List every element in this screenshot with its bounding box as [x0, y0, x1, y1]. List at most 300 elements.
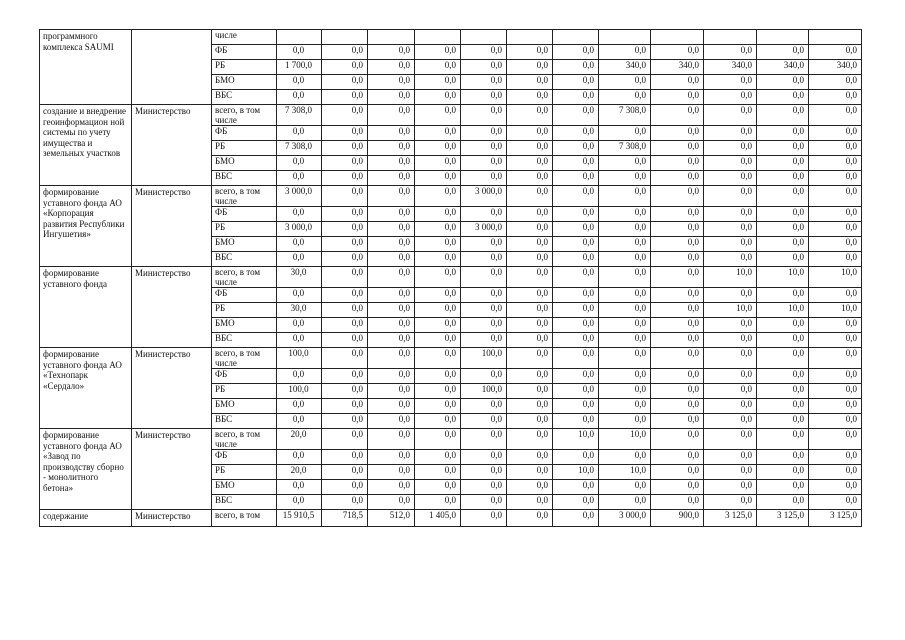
- year-value-cell: 0,0: [651, 171, 704, 186]
- year-value-cell: 0,0: [599, 414, 651, 429]
- year-value-cell: 0,0: [415, 267, 461, 288]
- year-value-cell: 0,0: [507, 399, 553, 414]
- year-value-cell: 10,0: [599, 429, 651, 450]
- year-value-cell: 0,0: [809, 369, 862, 384]
- responsible-executor: Министерство: [132, 348, 212, 429]
- year-value-cell: 0,0: [651, 75, 704, 90]
- funding-source: РБ: [212, 303, 277, 318]
- year-value-cell: 10,0: [553, 429, 599, 450]
- year-value-cell: 0,0: [507, 222, 553, 237]
- year-value-cell: 0,0: [368, 288, 415, 303]
- year-value-cell: 0,0: [757, 414, 809, 429]
- funding-source: ВБС: [212, 495, 277, 510]
- activity-name: формирование уставного фонда АО «Технопарк «Сердало»: [40, 348, 132, 429]
- year-value-cell: 0,0: [322, 333, 368, 348]
- year-value-cell: 0,0: [651, 105, 704, 126]
- year-value-cell: 7 308,0: [599, 105, 651, 126]
- year-value-cell: 0,0: [368, 252, 415, 267]
- year-value-cell: 0,0: [507, 156, 553, 171]
- year-value-cell: 0,0: [704, 186, 757, 207]
- funding-source: всего, в том числе: [212, 105, 277, 126]
- year-value-cell: 0,0: [651, 45, 704, 60]
- year-value-cell: 0,0: [507, 369, 553, 384]
- year-value-cell: 0,0: [704, 126, 757, 141]
- year-value-cell: 0,0: [553, 399, 599, 414]
- year-value-cell: 0,0: [368, 399, 415, 414]
- year-value-cell: 0,0: [704, 90, 757, 105]
- year-value-cell: 0,0: [704, 399, 757, 414]
- funding-source: БМО: [212, 318, 277, 333]
- year-value-cell: 0,0: [757, 480, 809, 495]
- year-value-cell: 0,0: [809, 141, 862, 156]
- year-value-cell: 0,0: [368, 465, 415, 480]
- year-value-cell: 0,0: [415, 480, 461, 495]
- year-value-cell: 0,0: [322, 288, 368, 303]
- year-value-cell: 0,0: [553, 90, 599, 105]
- year-value-cell: 0,0: [599, 186, 651, 207]
- year-value-cell: 0,0: [757, 126, 809, 141]
- year-value-cell: 3 000,0: [461, 222, 507, 237]
- year-value-cell: 0,0: [461, 126, 507, 141]
- year-value-cell: 0,0: [368, 222, 415, 237]
- funding-source: РБ: [212, 222, 277, 237]
- year-value-cell: 0,0: [415, 414, 461, 429]
- year-value-cell: 0,0: [461, 252, 507, 267]
- activity-name: формирование уставного фонда АО «Корпорация развития Республики Ингушетия»: [40, 186, 132, 267]
- year-value-cell: 0,0: [415, 75, 461, 90]
- funding-source: ФБ: [212, 45, 277, 60]
- funding-source: ВБС: [212, 171, 277, 186]
- total-cell: 0,0: [277, 333, 322, 348]
- year-value-cell: 0,0: [322, 465, 368, 480]
- year-value-cell: 0,0: [704, 429, 757, 450]
- year-value-cell: 0,0: [553, 186, 599, 207]
- year-value-cell: 0,0: [461, 267, 507, 288]
- funding-source: РБ: [212, 465, 277, 480]
- year-value-cell: 0,0: [415, 237, 461, 252]
- year-value-cell: 0,0: [368, 348, 415, 369]
- year-value-cell: [651, 30, 704, 45]
- year-value-cell: 0,0: [599, 288, 651, 303]
- year-value-cell: 0,0: [651, 414, 704, 429]
- year-value-cell: 0,0: [553, 237, 599, 252]
- year-value-cell: 0,0: [757, 333, 809, 348]
- year-value-cell: 0,0: [757, 222, 809, 237]
- year-value-cell: 0,0: [599, 90, 651, 105]
- year-value-cell: 0,0: [415, 369, 461, 384]
- year-value-cell: 0,0: [809, 105, 862, 126]
- year-value-cell: 0,0: [757, 237, 809, 252]
- year-value-cell: 0,0: [507, 171, 553, 186]
- year-value-cell: 0,0: [704, 414, 757, 429]
- year-value-cell: 0,0: [368, 333, 415, 348]
- year-value-cell: 0,0: [368, 414, 415, 429]
- year-value-cell: 0,0: [415, 495, 461, 510]
- year-value-cell: 0,0: [461, 495, 507, 510]
- year-value-cell: 0,0: [507, 207, 553, 222]
- year-value-cell: 0,0: [322, 414, 368, 429]
- year-value-cell: 0,0: [809, 348, 862, 369]
- year-value-cell: 0,0: [322, 171, 368, 186]
- year-value-cell: 0,0: [322, 141, 368, 156]
- year-value-cell: 0,0: [415, 126, 461, 141]
- total-cell: 3 000,0: [277, 222, 322, 237]
- activity-name: формирование уставного фонда АО «Завод по производству сборно - монолитного бетона»: [40, 429, 132, 510]
- year-value-cell: 0,0: [757, 495, 809, 510]
- year-value-cell: 0,0: [368, 267, 415, 288]
- year-value-cell: 0,0: [322, 348, 368, 369]
- year-value-cell: 0,0: [415, 222, 461, 237]
- year-value-cell: 0,0: [651, 222, 704, 237]
- year-value-cell: 0,0: [553, 105, 599, 126]
- funding-source: всего, в том числе: [212, 186, 277, 207]
- year-value-cell: 0,0: [599, 495, 651, 510]
- responsible-executor: Министерство: [132, 267, 212, 348]
- year-value-cell: 0,0: [553, 495, 599, 510]
- year-value-cell: 0,0: [322, 399, 368, 414]
- year-value-cell: 0,0: [461, 480, 507, 495]
- year-value-cell: 10,0: [704, 303, 757, 318]
- year-value-cell: 0,0: [415, 348, 461, 369]
- year-value-cell: 0,0: [599, 303, 651, 318]
- year-value-cell: 0,0: [415, 207, 461, 222]
- year-value-cell: 0,0: [322, 60, 368, 75]
- year-value-cell: 0,0: [599, 369, 651, 384]
- year-value-cell: 0,0: [461, 510, 507, 527]
- year-value-cell: 0,0: [553, 333, 599, 348]
- year-value-cell: 0,0: [553, 288, 599, 303]
- year-value-cell: 0,0: [553, 414, 599, 429]
- year-value-cell: 0,0: [704, 171, 757, 186]
- year-value-cell: 0,0: [461, 156, 507, 171]
- year-value-cell: 0,0: [809, 45, 862, 60]
- year-value-cell: 0,0: [599, 399, 651, 414]
- year-value-cell: 0,0: [599, 348, 651, 369]
- total-cell: 15 910,5: [277, 510, 322, 527]
- total-cell: 0,0: [277, 252, 322, 267]
- year-value-cell: 0,0: [461, 399, 507, 414]
- table-row: [40, 267, 862, 288]
- year-value-cell: 10,0: [553, 465, 599, 480]
- year-value-cell: 0,0: [322, 126, 368, 141]
- year-value-cell: 0,0: [651, 186, 704, 207]
- year-value-cell: 0,0: [651, 369, 704, 384]
- year-value-cell: 0,0: [809, 222, 862, 237]
- year-value-cell: 10,0: [757, 267, 809, 288]
- year-value-cell: 0,0: [704, 465, 757, 480]
- year-value-cell: 0,0: [461, 60, 507, 75]
- year-value-cell: 0,0: [368, 303, 415, 318]
- year-value-cell: 0,0: [507, 267, 553, 288]
- year-value-cell: [809, 30, 862, 45]
- year-value-cell: 0,0: [322, 222, 368, 237]
- total-cell: 20,0: [277, 429, 322, 450]
- year-value-cell: 0,0: [368, 480, 415, 495]
- year-value-cell: 0,0: [507, 384, 553, 399]
- funding-source: РБ: [212, 60, 277, 75]
- year-value-cell: 0,0: [415, 333, 461, 348]
- funding-source: числе: [212, 30, 277, 45]
- year-value-cell: 0,0: [553, 369, 599, 384]
- year-value-cell: 10,0: [599, 465, 651, 480]
- year-value-cell: 0,0: [757, 45, 809, 60]
- year-value-cell: 340,0: [599, 60, 651, 75]
- year-value-cell: 1 405,0: [415, 510, 461, 527]
- year-value-cell: 0,0: [368, 207, 415, 222]
- year-value-cell: 0,0: [322, 207, 368, 222]
- funding-source: ФБ: [212, 207, 277, 222]
- year-value-cell: 0,0: [507, 75, 553, 90]
- year-value-cell: 100,0: [461, 348, 507, 369]
- total-cell: 0,0: [277, 318, 322, 333]
- year-value-cell: 0,0: [368, 237, 415, 252]
- year-value-cell: 340,0: [651, 60, 704, 75]
- year-value-cell: 0,0: [651, 237, 704, 252]
- year-value-cell: 0,0: [368, 75, 415, 90]
- year-value-cell: 0,0: [415, 465, 461, 480]
- year-value-cell: 0,0: [651, 252, 704, 267]
- year-value-cell: 0,0: [757, 348, 809, 369]
- year-value-cell: 0,0: [368, 156, 415, 171]
- year-value-cell: 0,0: [809, 252, 862, 267]
- year-value-cell: 0,0: [704, 141, 757, 156]
- year-value-cell: [322, 30, 368, 45]
- activity-name: создание и внедрение геоинформацион ной системы по учету имущества и земельных участков: [40, 105, 132, 186]
- year-value-cell: 0,0: [651, 399, 704, 414]
- year-value-cell: 0,0: [368, 60, 415, 75]
- year-value-cell: 0,0: [599, 45, 651, 60]
- year-value-cell: 0,0: [461, 333, 507, 348]
- year-value-cell: 10,0: [809, 267, 862, 288]
- funding-source: БМО: [212, 75, 277, 90]
- year-value-cell: 0,0: [368, 45, 415, 60]
- year-value-cell: [599, 30, 651, 45]
- year-value-cell: 0,0: [553, 510, 599, 527]
- year-value-cell: 0,0: [809, 237, 862, 252]
- total-cell: 1 700,0: [277, 60, 322, 75]
- year-value-cell: 0,0: [757, 369, 809, 384]
- total-cell: 0,0: [277, 288, 322, 303]
- year-value-cell: 0,0: [368, 90, 415, 105]
- year-value-cell: 0,0: [809, 480, 862, 495]
- total-cell: 0,0: [277, 75, 322, 90]
- total-cell: 0,0: [277, 237, 322, 252]
- year-value-cell: 0,0: [809, 384, 862, 399]
- year-value-cell: 0,0: [507, 90, 553, 105]
- year-value-cell: 0,0: [415, 318, 461, 333]
- year-value-cell: 0,0: [461, 429, 507, 450]
- year-value-cell: 0,0: [553, 126, 599, 141]
- year-value-cell: 0,0: [757, 288, 809, 303]
- budget-table: [39, 29, 862, 527]
- year-value-cell: 0,0: [704, 75, 757, 90]
- year-value-cell: 0,0: [507, 252, 553, 267]
- year-value-cell: 0,0: [368, 105, 415, 126]
- year-value-cell: 0,0: [507, 348, 553, 369]
- year-value-cell: 0,0: [507, 237, 553, 252]
- year-value-cell: 0,0: [651, 90, 704, 105]
- year-value-cell: 0,0: [651, 429, 704, 450]
- year-value-cell: 0,0: [809, 90, 862, 105]
- year-value-cell: 0,0: [415, 303, 461, 318]
- year-value-cell: 0,0: [461, 450, 507, 465]
- year-value-cell: 340,0: [809, 60, 862, 75]
- year-value-cell: 0,0: [704, 495, 757, 510]
- total-cell: 0,0: [277, 495, 322, 510]
- year-value-cell: 0,0: [507, 480, 553, 495]
- total-cell: 30,0: [277, 303, 322, 318]
- year-value-cell: 0,0: [553, 171, 599, 186]
- year-value-cell: 0,0: [651, 126, 704, 141]
- activity-name: формирование уставного фонда: [40, 267, 132, 348]
- responsible-executor: Министерство: [132, 186, 212, 267]
- year-value-cell: 0,0: [507, 141, 553, 156]
- year-value-cell: 0,0: [809, 156, 862, 171]
- year-value-cell: 0,0: [553, 450, 599, 465]
- year-value-cell: 0,0: [507, 465, 553, 480]
- year-value-cell: 0,0: [553, 303, 599, 318]
- total-cell: [277, 30, 322, 45]
- year-value-cell: 0,0: [704, 252, 757, 267]
- year-value-cell: 0,0: [809, 450, 862, 465]
- year-value-cell: 0,0: [461, 303, 507, 318]
- year-value-cell: 0,0: [757, 75, 809, 90]
- year-value-cell: 512,0: [368, 510, 415, 527]
- total-cell: 0,0: [277, 414, 322, 429]
- year-value-cell: 0,0: [704, 105, 757, 126]
- year-value-cell: 0,0: [461, 105, 507, 126]
- year-value-cell: 0,0: [322, 450, 368, 465]
- year-value-cell: 0,0: [651, 207, 704, 222]
- year-value-cell: 0,0: [322, 369, 368, 384]
- year-value-cell: 0,0: [461, 369, 507, 384]
- year-value-cell: 0,0: [757, 156, 809, 171]
- year-value-cell: 0,0: [809, 465, 862, 480]
- year-value-cell: 0,0: [599, 318, 651, 333]
- funding-source: РБ: [212, 141, 277, 156]
- year-value-cell: 340,0: [704, 60, 757, 75]
- year-value-cell: 0,0: [704, 369, 757, 384]
- year-value-cell: 0,0: [461, 288, 507, 303]
- year-value-cell: 0,0: [507, 45, 553, 60]
- year-value-cell: 0,0: [599, 333, 651, 348]
- year-value-cell: 0,0: [322, 303, 368, 318]
- year-value-cell: 0,0: [322, 156, 368, 171]
- table-row: [40, 429, 862, 450]
- year-value-cell: 0,0: [461, 237, 507, 252]
- year-value-cell: 0,0: [599, 480, 651, 495]
- year-value-cell: 0,0: [599, 207, 651, 222]
- year-value-cell: 0,0: [368, 171, 415, 186]
- year-value-cell: 0,0: [809, 288, 862, 303]
- year-value-cell: 0,0: [704, 480, 757, 495]
- year-value-cell: 0,0: [553, 156, 599, 171]
- year-value-cell: 900,0: [651, 510, 704, 527]
- year-value-cell: 0,0: [368, 318, 415, 333]
- year-value-cell: 0,0: [322, 267, 368, 288]
- year-value-cell: 0,0: [507, 303, 553, 318]
- funding-source: БМО: [212, 399, 277, 414]
- table-row: [40, 348, 862, 369]
- year-value-cell: 0,0: [704, 288, 757, 303]
- year-value-cell: 0,0: [809, 333, 862, 348]
- year-value-cell: 0,0: [553, 252, 599, 267]
- year-value-cell: [415, 30, 461, 45]
- year-value-cell: 0,0: [599, 267, 651, 288]
- year-value-cell: 0,0: [553, 141, 599, 156]
- year-value-cell: 0,0: [461, 171, 507, 186]
- total-cell: 0,0: [277, 399, 322, 414]
- year-value-cell: 0,0: [322, 318, 368, 333]
- year-value-cell: 0,0: [322, 237, 368, 252]
- year-value-cell: 0,0: [651, 288, 704, 303]
- funding-source: ВБС: [212, 252, 277, 267]
- year-value-cell: 0,0: [757, 90, 809, 105]
- total-cell: 0,0: [277, 480, 322, 495]
- funding-source: всего, в том числе: [212, 348, 277, 369]
- year-value-cell: 0,0: [553, 45, 599, 60]
- year-value-cell: 0,0: [322, 480, 368, 495]
- total-cell: 7 308,0: [277, 141, 322, 156]
- year-value-cell: 0,0: [553, 318, 599, 333]
- year-value-cell: 0,0: [415, 384, 461, 399]
- year-value-cell: 0,0: [507, 318, 553, 333]
- year-value-cell: 0,0: [704, 318, 757, 333]
- year-value-cell: 0,0: [322, 90, 368, 105]
- year-value-cell: 0,0: [461, 414, 507, 429]
- year-value-cell: 0,0: [415, 399, 461, 414]
- year-value-cell: 0,0: [599, 156, 651, 171]
- year-value-cell: 0,0: [322, 105, 368, 126]
- table-row: [40, 510, 862, 527]
- funding-source: ВБС: [212, 333, 277, 348]
- year-value-cell: 7 308,0: [599, 141, 651, 156]
- year-value-cell: 0,0: [461, 75, 507, 90]
- year-value-cell: 10,0: [704, 267, 757, 288]
- year-value-cell: 0,0: [809, 414, 862, 429]
- year-value-cell: 0,0: [415, 105, 461, 126]
- year-value-cell: 0,0: [651, 450, 704, 465]
- year-value-cell: 0,0: [704, 237, 757, 252]
- year-value-cell: 0,0: [461, 465, 507, 480]
- year-value-cell: 10,0: [757, 303, 809, 318]
- year-value-cell: 0,0: [757, 105, 809, 126]
- year-value-cell: 0,0: [599, 384, 651, 399]
- year-value-cell: 0,0: [599, 237, 651, 252]
- activity-name: содержание: [40, 510, 132, 527]
- total-cell: 7 308,0: [277, 105, 322, 126]
- year-value-cell: 0,0: [415, 429, 461, 450]
- total-cell: 0,0: [277, 207, 322, 222]
- year-value-cell: 340,0: [757, 60, 809, 75]
- year-value-cell: 0,0: [507, 414, 553, 429]
- year-value-cell: 0,0: [322, 75, 368, 90]
- year-value-cell: 0,0: [415, 156, 461, 171]
- year-value-cell: 0,0: [809, 429, 862, 450]
- total-cell: 100,0: [277, 348, 322, 369]
- year-value-cell: 0,0: [461, 318, 507, 333]
- year-value-cell: [368, 30, 415, 45]
- total-cell: 0,0: [277, 369, 322, 384]
- year-value-cell: 0,0: [651, 156, 704, 171]
- year-value-cell: 0,0: [507, 495, 553, 510]
- year-value-cell: 0,0: [322, 45, 368, 60]
- year-value-cell: [553, 30, 599, 45]
- year-value-cell: 0,0: [368, 495, 415, 510]
- year-value-cell: 0,0: [757, 399, 809, 414]
- year-value-cell: 0,0: [651, 465, 704, 480]
- year-value-cell: 0,0: [651, 267, 704, 288]
